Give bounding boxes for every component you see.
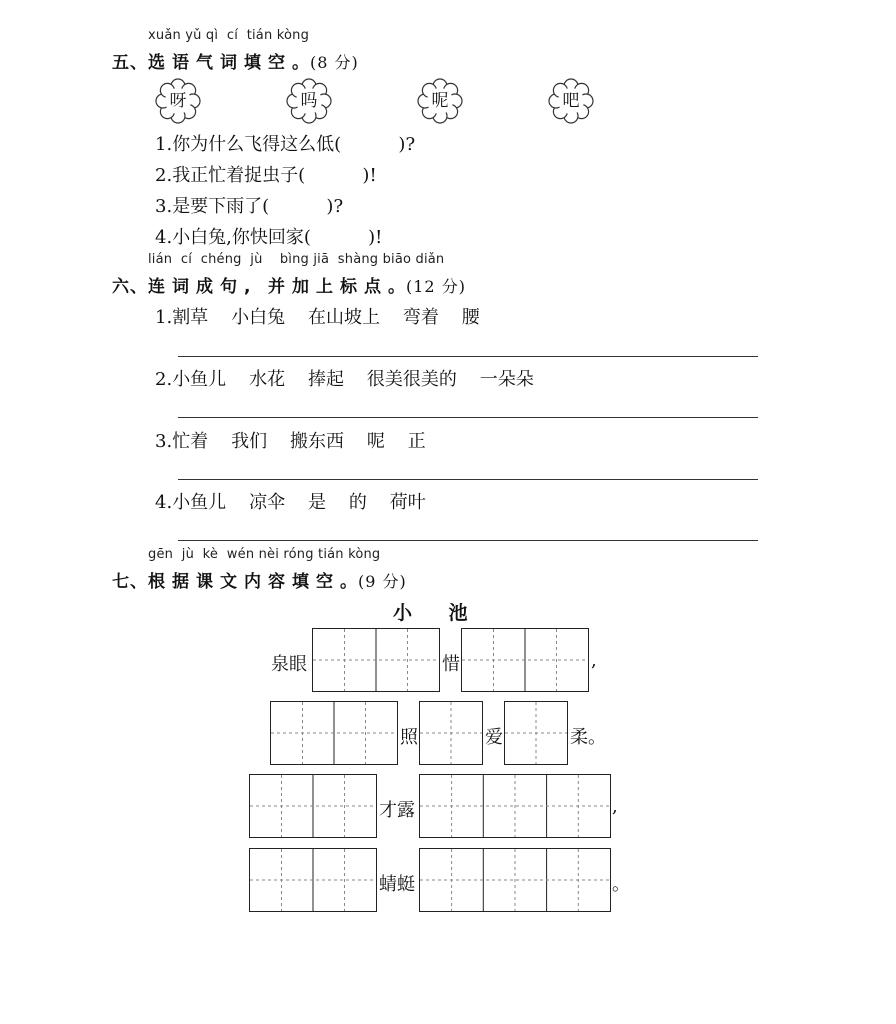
- section6-word: 上: [316, 277, 334, 297]
- poem-line3-mid: 才露: [379, 800, 415, 821]
- poem-line1-prefix: 泉眼: [271, 654, 307, 675]
- section5-question-1: 1.你为什么飞得这么低( )?: [155, 134, 416, 155]
- section7-heading: [112, 567, 407, 592]
- tian-grid: [250, 775, 376, 837]
- answer-line-1[interactable]: [178, 356, 758, 357]
- section5-word: 空: [268, 53, 286, 73]
- answer-line-4[interactable]: [178, 540, 758, 541]
- section6-word: 成: [196, 277, 214, 297]
- poem-line1-mid: 惜: [442, 654, 460, 675]
- flower-char: 吧: [562, 91, 580, 111]
- tian-grid-box[interactable]: [504, 701, 568, 765]
- tian-grid: [313, 629, 439, 691]
- section5-word: 气: [196, 53, 214, 73]
- section6-word: 加: [292, 277, 310, 297]
- tian-grid: [271, 702, 397, 764]
- section7-word: 空: [316, 572, 334, 592]
- section6-word: 标: [340, 277, 358, 297]
- tian-grid-box[interactable]: [419, 848, 611, 912]
- section5-word: 语: [172, 53, 190, 73]
- tian-grid-box[interactable]: [249, 774, 377, 838]
- tian-grid: [250, 849, 376, 911]
- section7-word: 文: [220, 572, 238, 592]
- poem-line2-mid2: 爱: [485, 727, 503, 748]
- section5-number: 五、: [112, 53, 148, 73]
- section7-score: (9 分): [358, 572, 407, 591]
- section6-word: 词: [172, 277, 190, 297]
- section6-item-2: 2.小鱼儿 水花 捧起 很美很美的 一朵朵: [155, 369, 534, 390]
- section6-word: 点: [364, 277, 382, 297]
- tian-grid-box[interactable]: [312, 628, 440, 692]
- flower-ne: [417, 78, 463, 124]
- section6-item-4: 4.小鱼儿 凉伞 是 的 荷叶: [155, 492, 426, 513]
- section5-question-2: 2.我正忙着捉虫子( )!: [155, 165, 377, 186]
- section6-item-1: 1.割草 小白兔 在山坡上 弯着 腰: [155, 307, 480, 328]
- section5-pinyin: xuǎn yǔ qì cí tián kòng: [148, 28, 310, 43]
- section6-period: 。: [388, 277, 406, 297]
- section7-word: 容: [268, 572, 286, 592]
- section6-heading: [112, 272, 466, 297]
- section7-word: 根: [148, 572, 166, 592]
- tian-grid: [420, 702, 482, 764]
- answer-line-3[interactable]: [178, 479, 758, 480]
- poem-line3-end: ,: [612, 796, 618, 817]
- section5-period: 。: [292, 53, 310, 73]
- tian-grid-box[interactable]: [419, 701, 483, 765]
- question-text[interactable]: 我正忙着捉虫子( )!: [172, 165, 377, 186]
- section6-pinyin: lián cí chéng jù bìng jiā shàng biāo diǎn: [148, 252, 445, 267]
- section7-pinyin: gēn jù kè wén nèi róng tián kòng: [148, 547, 381, 562]
- flower-ba: [548, 78, 594, 124]
- flower-char: 吗: [300, 91, 318, 111]
- section5-question-4: 4.小白兔,你快回家( )!: [155, 227, 383, 248]
- section7-word: 填: [292, 572, 310, 592]
- section7-word: 课: [196, 572, 214, 592]
- poem-line1-end: ,: [591, 650, 597, 671]
- section5-question-3: 3.是要下雨了( )?: [155, 196, 344, 217]
- section6-word: 并: [268, 277, 286, 297]
- section6-word: 句: [220, 277, 238, 297]
- tian-grid: [420, 849, 610, 911]
- section7-number: 七、: [112, 572, 148, 592]
- poem-title: 小 池: [393, 602, 470, 624]
- section7-word: 内: [244, 572, 262, 592]
- section5-heading: [112, 48, 359, 73]
- section6-score: (12 分): [406, 277, 466, 296]
- flower-char: 呀: [169, 91, 187, 111]
- question-text[interactable]: 是要下雨了( )?: [172, 196, 344, 217]
- tian-grid-box[interactable]: [249, 848, 377, 912]
- tian-grid: [462, 629, 588, 691]
- poem-line4-end: 。: [612, 874, 630, 895]
- poem-line2-end: 柔。: [570, 727, 606, 748]
- section6-number: 六、: [112, 277, 148, 297]
- poem-line2-mid1: 照: [400, 727, 418, 748]
- tian-grid-box[interactable]: [461, 628, 589, 692]
- section7-period: 。: [340, 572, 358, 592]
- poem-line4-mid: 蜻蜓: [379, 874, 415, 895]
- section6-item-3: 3.忙着 我们 搬东西 呢 正: [155, 431, 426, 452]
- section7-word: 据: [172, 572, 190, 592]
- section5-score: (8 分): [310, 53, 359, 72]
- section6-word: 连: [148, 277, 166, 297]
- question-text[interactable]: 小白兔,你快回家( )!: [172, 227, 383, 248]
- tian-grid: [505, 702, 567, 764]
- flower-ya: [155, 78, 201, 124]
- section5-word: 词: [220, 53, 238, 73]
- tian-grid: [420, 775, 610, 837]
- section5-word: 选: [148, 53, 166, 73]
- question-text[interactable]: 你为什么飞得这么低( )?: [172, 134, 416, 155]
- answer-line-2[interactable]: [178, 417, 758, 418]
- section5-word: 填: [244, 53, 262, 73]
- flower-char: 呢: [431, 91, 449, 111]
- tian-grid-box[interactable]: [419, 774, 611, 838]
- flower-ma: [286, 78, 332, 124]
- section6-word: ,: [244, 277, 252, 297]
- tian-grid-box[interactable]: [270, 701, 398, 765]
